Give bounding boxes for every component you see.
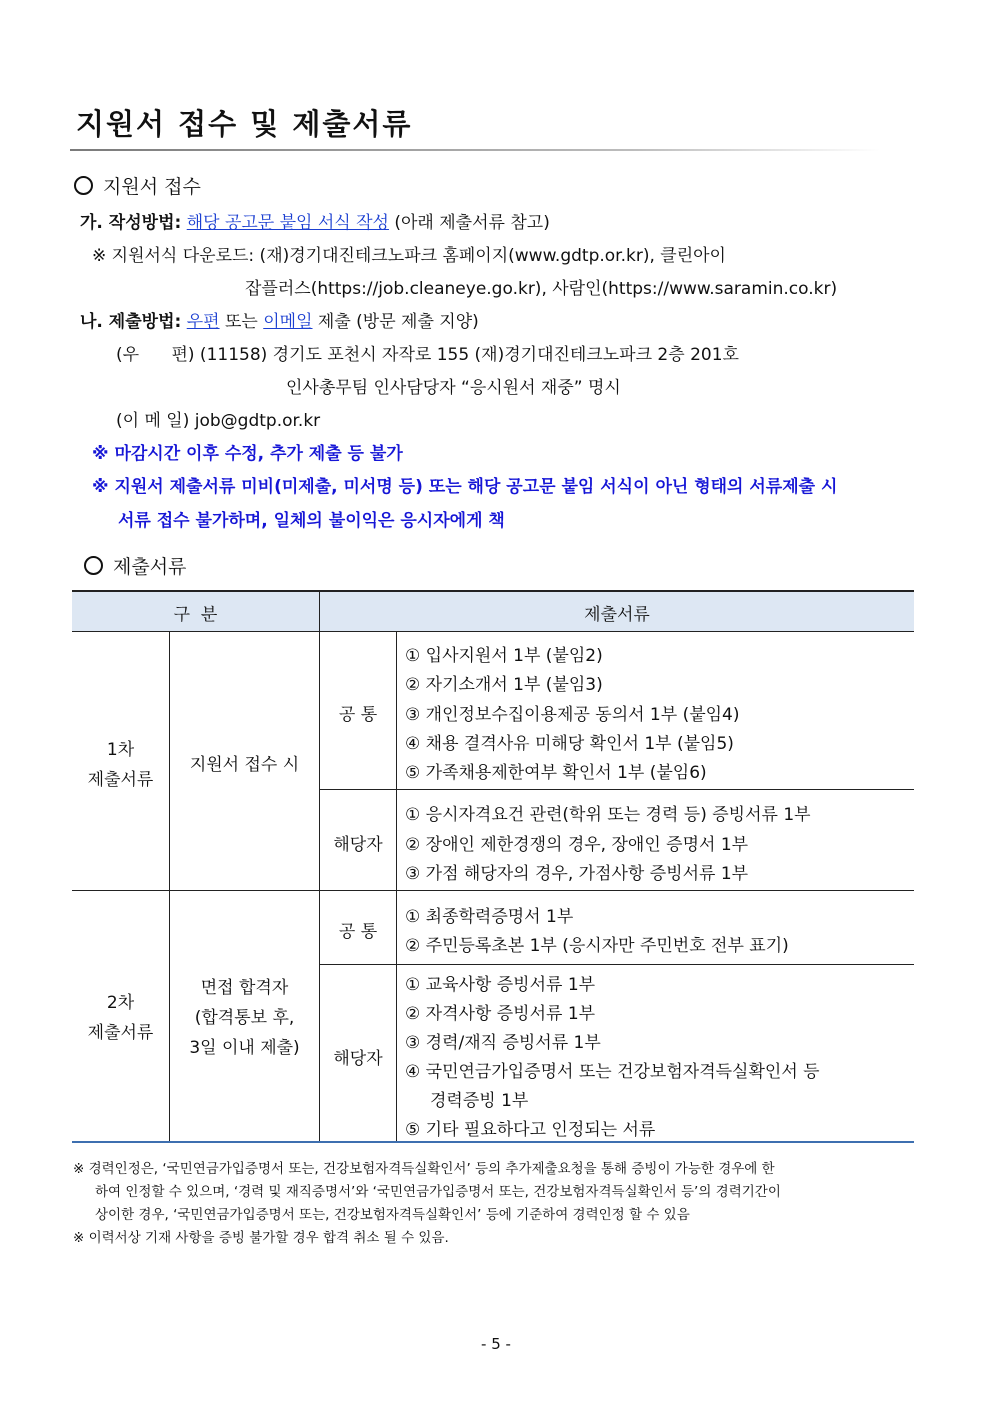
method-rest: (아래 제출서류 참고) [394, 213, 550, 233]
round2-label [72, 988, 169, 1048]
deadline-notice: ※ 마감시간 이후 수정, 추가 제출 등 불가 [92, 444, 403, 464]
round1-stage: 지원서 접수 시 [189, 755, 300, 775]
round1-label-line1: 1차 [106, 740, 135, 760]
round2-common-label: 공 통 [338, 922, 378, 942]
header-category: 구 분 [173, 605, 218, 625]
table-rule [396, 631, 397, 1141]
submit-method-line [80, 307, 479, 332]
table-bottom-border [72, 1141, 914, 1143]
round2-applicable-item: ③ 경력/재직 증빙서류 1부 [405, 1033, 601, 1053]
round1-applicable-item: ③ 가점 해당자의 경우, 가점사항 증빙서류 1부 [405, 864, 749, 884]
round2-stage-line1: 면접 합격자 [200, 978, 289, 998]
method-link[interactable]: 해당 공고문 붙임 서식 작성 [186, 213, 389, 233]
round1-common-item: ③ 개인정보수집이용제공 동의서 1부 (붙임4) [405, 705, 740, 725]
post-link[interactable]: 우편 [186, 312, 220, 332]
post-address-line-2: 인사총무팀 인사담당자 “응시원서 재중” 명시 [286, 378, 621, 398]
round1-common-item: ⑤ 가족채용제한여부 확인서 1부 (붙임6) [405, 763, 707, 783]
circle-bullet-icon [84, 556, 103, 575]
round1-common-item: ④ 채용 결격사유 미해당 확인서 1부 (붙임5) [405, 734, 734, 754]
footnote-1-line-2: 하여 인정할 수 있으며, ‘경력 및 재직증명서’와 ‘국민연금가입증명서 또는, 건강보험자격득실확인서 등’의 경력기간이 [95, 1184, 781, 1200]
round1-common-item: ② 자기소개서 1부 (붙임3) [405, 675, 603, 695]
incomplete-notice-line-1: ※ 지원서 제출서류 미비(미제출, 미서명 등) 또는 해당 공고문 붙임 서식이 아닌 형태의 서류제출 시 [92, 477, 838, 497]
method-line [80, 208, 550, 233]
download-line-2: 잡플러스(https://job.cleaneye.go.kr), 사람인(https://www.saramin.co.kr) [245, 279, 838, 299]
method-label: 가. 작성방법: [80, 213, 182, 233]
submit-or: 또는 [224, 312, 258, 332]
section-heading-text: 제출서류 [113, 556, 187, 578]
round2-applicable-item: ① 교육사항 증빙서류 1부 [405, 975, 596, 995]
round1-label [72, 735, 169, 795]
round2-applicable-item: ④ 국민연금가입증명서 또는 건강보험자격득실확인서 등 [405, 1062, 820, 1082]
round2-label-line2: 제출서류 [87, 1023, 154, 1043]
table-rule [169, 631, 170, 1141]
circle-bullet-icon [74, 176, 93, 195]
page-title: 지원서 접수 및 제출서류 [76, 107, 413, 141]
table-rule [320, 964, 914, 965]
round2-stage-line3: 3일 이내 제출) [189, 1038, 300, 1058]
round2-common-item: ① 최종학력증명서 1부 [405, 907, 574, 927]
download-line-1: ※ 지원서식 다운로드: (재)경기대진테크노파크 홈페이지(www.gdtp.or.kr), 클린아이 [92, 246, 726, 266]
section-heading-documents [84, 552, 186, 579]
round2-stage [170, 973, 319, 1063]
section-heading-application [74, 172, 201, 199]
round2-label-line1: 2차 [106, 993, 135, 1013]
round2-applicable-item: ② 자격사항 증빙서류 1부 [405, 1004, 596, 1024]
title-divider [70, 149, 880, 151]
footnote-1-line-1: ※ 경력인정은, ‘국민연금가입증명서 또는, 건강보험자격득실확인서’ 등의 추가제출요청을 통해 증빙이 가능한 경우에 한 [73, 1161, 775, 1177]
round1-label-line2: 제출서류 [87, 770, 154, 790]
table-rule [320, 789, 914, 790]
page-number: - 5 - [481, 1335, 511, 1353]
header-documents: 제출서류 [584, 605, 650, 625]
round1-common-label: 공 통 [338, 705, 378, 725]
footnote-2: ※ 이력서상 기재 사항을 증빙 불가할 경우 합격 취소 될 수 있음. [73, 1230, 449, 1246]
submit-label: 나. 제출방법: [80, 312, 182, 332]
section-heading-text: 지원서 접수 [103, 176, 201, 198]
email-address-line: (이 메 일) job@gdtp.or.kr [116, 411, 321, 431]
round1-common-item: ① 입사지원서 1부 (붙임2) [405, 646, 603, 666]
submit-rest: 제출 (방문 제출 지양) [317, 312, 479, 332]
round1-applicable-item: ② 장애인 제한경쟁의 경우, 장애인 증명서 1부 [405, 835, 749, 855]
incomplete-notice-line-2: 서류 접수 불가하며, 일체의 불이익은 응시자에게 책 [118, 511, 505, 531]
round2-applicable-label: 해당자 [333, 1049, 383, 1069]
round1-applicable-item: ① 응시자격요건 관련(학위 또는 경력 등) 증빙서류 1부 [405, 805, 811, 825]
table-rule [72, 890, 914, 891]
round2-common-item: ② 주민등록초본 1부 (응시자만 주민번호 전부 표기) [405, 936, 789, 956]
footnote-1-line-3: 상이한 경우, ‘국민연금가입증명서 또는, 건강보험자격득실확인서’ 등에 기준하여 경력인정 할 수 있음 [95, 1207, 690, 1223]
email-link[interactable]: 이메일 [263, 312, 313, 332]
round2-applicable-item: ⑤ 기타 필요하다고 인정되는 서류 [405, 1120, 656, 1140]
table-rule [72, 631, 914, 632]
round2-stage-line2: (합격통보 후, [194, 1008, 295, 1028]
round2-applicable-item-continued: 경력증빙 1부 [430, 1091, 529, 1111]
post-address-line-1: (우 편) (11158) 경기도 포천시 자작로 155 (재)경기대진테크노파크 2층 201호 [116, 345, 739, 365]
round1-applicable-label: 해당자 [333, 835, 383, 855]
